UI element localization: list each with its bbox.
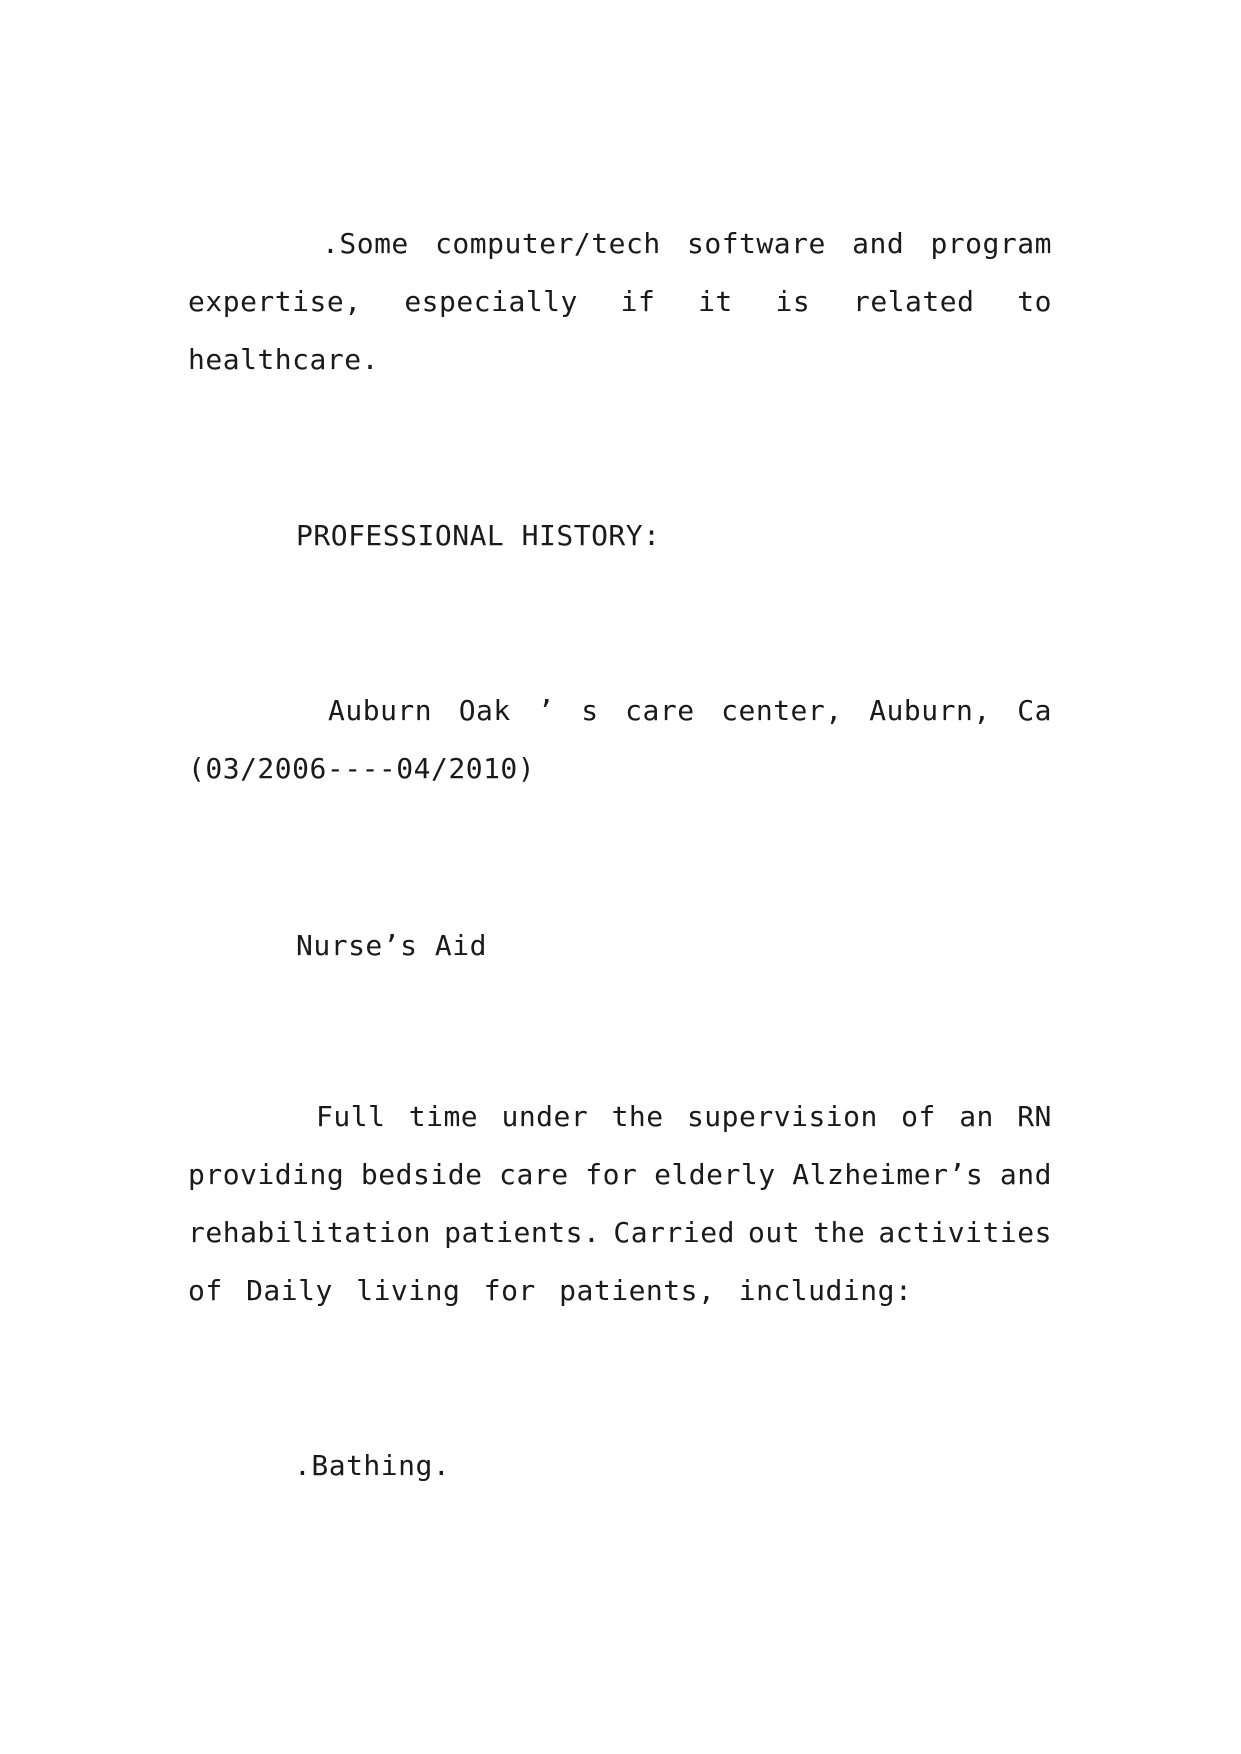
word: elderly <box>654 1158 776 1191</box>
word: supervision <box>686 1100 878 1133</box>
word: an <box>959 1100 994 1133</box>
skills-line-3 <box>188 331 1052 389</box>
word: Oak <box>458 694 511 727</box>
word: out <box>748 1216 801 1249</box>
word: time <box>408 1100 479 1133</box>
word: program <box>930 227 1052 260</box>
word: center, <box>721 694 843 727</box>
word: for <box>585 1158 638 1191</box>
description-line-2 <box>188 1146 1052 1204</box>
description-line-1 <box>188 1088 1052 1146</box>
word: if <box>620 285 656 318</box>
word: Auburn, <box>869 694 991 727</box>
duty-bullet-bathing: .Bathing. <box>294 1449 451 1482</box>
word: and <box>852 227 905 260</box>
employment-dates: (03/2006----04/2010) <box>188 752 536 785</box>
word: rehabilitation <box>188 1216 432 1249</box>
word: computer/tech <box>435 227 661 260</box>
section-heading: PROFESSIONAL HISTORY: <box>296 519 661 552</box>
word: healthcare. <box>188 343 379 376</box>
word: and <box>999 1158 1052 1191</box>
word: ’ <box>537 694 555 727</box>
employer-paragraph <box>188 682 1052 798</box>
word: the <box>813 1216 866 1249</box>
employer-line-1 <box>188 682 1052 740</box>
word: Alzheimer’s <box>792 1158 984 1191</box>
job-description-paragraph <box>188 1088 1052 1320</box>
word: the <box>611 1100 664 1133</box>
word: Ca <box>1017 694 1052 727</box>
word: under <box>501 1100 589 1133</box>
skills-bullet-paragraph <box>188 215 1052 389</box>
word: Carried <box>613 1216 735 1249</box>
skills-line-2 <box>188 273 1052 331</box>
word: it <box>698 285 733 318</box>
word: expertise, <box>188 285 362 318</box>
word: patients. <box>444 1216 601 1249</box>
job-title: Nurse’s Aid <box>296 929 487 962</box>
description-line-3 <box>188 1204 1052 1262</box>
word: s <box>581 694 599 727</box>
word: RN <box>1017 1100 1052 1133</box>
word: of <box>901 1100 936 1133</box>
word: to <box>1017 285 1052 318</box>
word: of Daily living for patients, including: <box>188 1274 913 1307</box>
word: care <box>499 1158 569 1191</box>
word: care <box>625 694 695 727</box>
word: Auburn <box>328 694 433 727</box>
word: software <box>686 227 826 260</box>
word: bedside <box>360 1158 483 1191</box>
word: especially <box>404 285 578 318</box>
word: Full <box>316 1100 386 1133</box>
word: providing <box>188 1158 345 1191</box>
word: is <box>775 285 811 318</box>
word: related <box>852 285 975 318</box>
skills-line-1 <box>188 215 1052 273</box>
word: activities <box>878 1216 1052 1249</box>
word: .Some <box>322 227 409 260</box>
employer-line-2 <box>188 740 1052 798</box>
description-line-4 <box>188 1262 1052 1320</box>
